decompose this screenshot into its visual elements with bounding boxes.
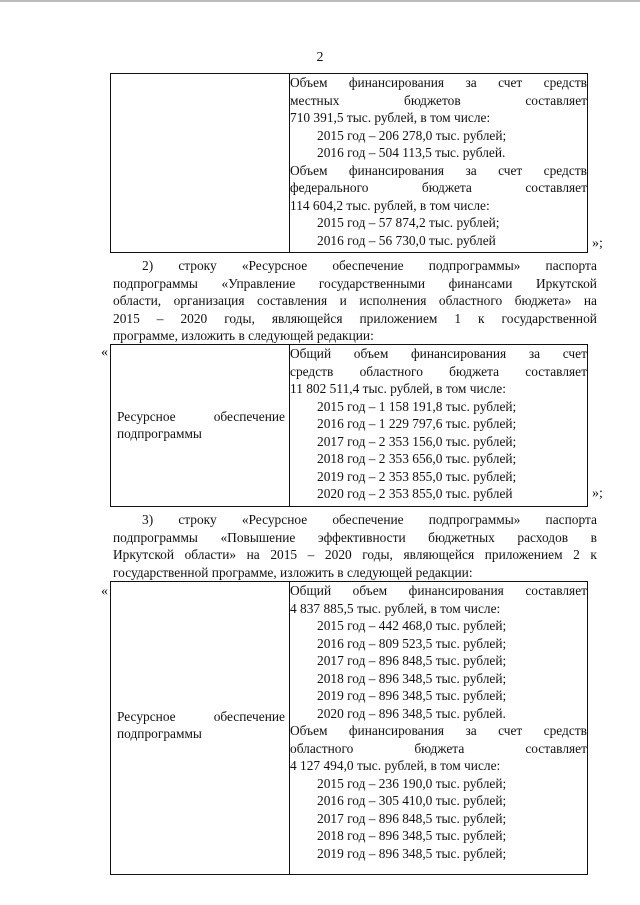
table3-line: 4 837 885,5 тыс. рублей, в том числе: <box>290 600 501 616</box>
table1-line: 114 604,2 тыс. рублей, в том числе: <box>290 197 490 213</box>
table3-line: областного бюджета составляет <box>290 740 587 756</box>
table1-close-quote: »; <box>592 236 603 251</box>
table1-line: Объем финансирования за счет средств <box>290 75 587 90</box>
table3-line: 4 127 494,0 тыс. рублей, в том числе: <box>290 758 501 773</box>
table2-line: Общий объем финансирования за счет <box>290 346 587 361</box>
table3-year-line: 2017 год – 896 848,5 тыс. рублей; <box>317 810 507 826</box>
table3-open-quote: « <box>101 584 108 599</box>
table1-year-line: 2016 год – 56 730,0 тыс. рублей <box>317 232 496 248</box>
table2-year-line: 2018 год – 2 353 656,0 тыс. рублей; <box>317 451 517 466</box>
funding-table-2 <box>110 344 588 507</box>
table1-line: местных бюджетов составляет <box>290 92 587 108</box>
table3-year-line: 2018 год – 896 348,5 тыс. рублей; <box>317 828 507 843</box>
table2-year-line: 2015 год – 1 158 191,8 тыс. рублей; <box>317 398 517 414</box>
table2-close-quote: »; <box>592 486 603 501</box>
table2-year-line: 2019 год – 2 353 855,0 тыс. рублей; <box>317 468 517 484</box>
table1-content-cell <box>290 74 588 253</box>
table2-line: 11 802 511,4 тыс. рублей, в том числе: <box>290 381 506 396</box>
table3-year-line: 2017 год – 896 848,5 тыс. рублей; <box>317 653 507 668</box>
table3-year-line: 2016 год – 809 523,5 тыс. рублей; <box>317 635 507 651</box>
table3-year-line: 2015 год – 236 190,0 тыс. рублей; <box>317 775 507 791</box>
table3-label-cell <box>111 582 290 875</box>
table3-content-cell <box>290 582 588 875</box>
table2-year-line: 2017 год – 2 353 156,0 тыс. рублей; <box>317 433 517 449</box>
table1-line: 710 391,5 тыс. рублей, в том числе: <box>290 110 491 125</box>
table1-year-line: 2015 год – 206 278,0 тыс. рублей; <box>317 127 507 143</box>
table2-line: средств областного бюджета составляет <box>290 363 587 379</box>
top-border-line <box>0 0 640 2</box>
table3-year-line: 2019 год – 896 348,5 тыс. рублей; <box>317 845 507 861</box>
table2-year-line: 2020 год – 2 353 855,0 тыс. рублей <box>317 486 513 501</box>
table2-label-cell <box>111 345 290 507</box>
table3-year-line: 2015 год – 442 468,0 тыс. рублей; <box>317 618 507 633</box>
paragraph-3: 3) строку «Ресурсное обеспечение подпрограммы» паспорта подпрограммы «Повышение эффективности бюджетных расходов в Иркутской области» на 2015 – 2020 годы, являющейся приложением 2 к государственной программе, изложить в следующей редакции: <box>113 512 597 580</box>
table1-line: Объем финансирования за счет средств <box>290 162 587 178</box>
funding-table-1 <box>110 73 588 253</box>
table3-year-line: 2019 год – 896 348,5 тыс. рублей; <box>317 688 507 703</box>
table1-year-line: 2016 год – 504 113,5 тыс. рублей. <box>317 145 506 160</box>
table1-label-cell <box>111 74 290 253</box>
table3-year-line: 2018 год – 896 348,5 тыс. рублей; <box>317 670 507 686</box>
table2-year-line: 2016 год – 1 229 797,6 тыс. рублей; <box>317 416 517 431</box>
table2-label: Ресурсное обеспечение подпрограммы <box>117 409 285 441</box>
paragraph-2: 2) строку «Ресурсное обеспечение подпрограммы» паспорта подпрограммы «Управление государственными финансами Иркутской области, организация составления и исполнения областного бюджета» на 2015 – 2020 годы, являющейся приложением 1 к государственной программе, изложить в следующей редакции: <box>113 258 597 343</box>
page-number: 2 <box>316 50 324 65</box>
table1-line: федерального бюджета составляет <box>290 180 587 195</box>
table2-content-cell <box>290 345 588 507</box>
table1-year-line: 2015 год – 57 874,2 тыс. рублей; <box>317 215 500 230</box>
table3-label: Ресурсное обеспечение подпрограммы <box>117 709 285 741</box>
table3-line: Общий объем финансирования составляет <box>290 583 587 598</box>
table2-open-quote: « <box>101 345 108 360</box>
table3-year-line: 2020 год – 896 348,5 тыс. рублей. <box>317 705 506 721</box>
table3-year-line: 2016 год – 305 410,0 тыс. рублей; <box>317 793 507 808</box>
funding-table-3 <box>110 581 588 875</box>
table3-line: Объем финансирования за счет средств <box>290 723 587 738</box>
